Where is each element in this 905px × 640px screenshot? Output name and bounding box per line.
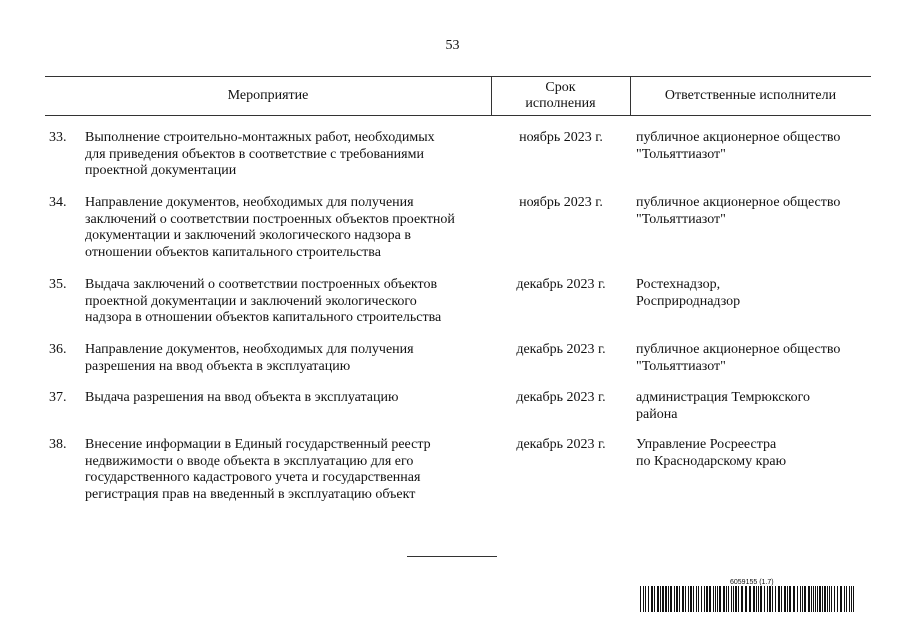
row-responsible [636, 130, 871, 163]
row-number: 33. [49, 130, 67, 145]
page-number: 53 [445, 38, 460, 53]
task-line: разрешения на ввод объекта в эксплуатацию [85, 358, 351, 374]
row-number: 37. [49, 390, 67, 405]
task-line: надзора в отношении объектов капитального строительства [85, 310, 442, 326]
row-responsible [636, 195, 871, 228]
row-deadline: декабрь 2023 г. [516, 390, 606, 405]
footer-rule [407, 556, 497, 557]
task-line: государственного кадастрового учета и государственная [85, 470, 421, 486]
responsible-line: Ростехнадзор, [636, 277, 721, 292]
header-deadline-line1: Срок [545, 80, 576, 95]
row-number: 36. [49, 342, 67, 357]
row-task [85, 390, 505, 407]
row-responsible [636, 390, 871, 423]
task-line: регистрация прав на введенный в эксплуатацию объект [85, 487, 416, 503]
task-line: Выдача заключений о соответствии построенных объектов [85, 277, 438, 292]
responsible-line: публичное акционерное общество [636, 195, 841, 210]
row-task [85, 195, 505, 262]
responsible-line: района [636, 406, 678, 422]
header-responsible: Ответственные исполнители [664, 88, 837, 103]
responsible-line: публичное акционерное общество [636, 342, 841, 357]
barcode-label: 6059155 (1.7) [730, 579, 774, 586]
header-task: Мероприятие [227, 88, 309, 103]
task-line: Направление документов, необходимых для получения [85, 195, 414, 210]
task-line: Направление документов, необходимых для получения [85, 342, 414, 357]
responsible-line: Управление Росреестра [636, 437, 777, 452]
task-line: Выполнение строительно-монтажных работ, необходимых [85, 130, 435, 145]
row-deadline: декабрь 2023 г. [516, 342, 606, 357]
task-line: заключений о соответствии построенных объектов проектной [85, 211, 455, 227]
row-responsible [636, 437, 871, 470]
row-deadline: декабрь 2023 г. [516, 437, 606, 452]
barcode-image [640, 586, 856, 612]
row-task [85, 437, 505, 504]
row-number: 38. [49, 437, 67, 452]
row-responsible [636, 277, 871, 310]
row-deadline: декабрь 2023 г. [516, 277, 606, 292]
row-task [85, 277, 505, 327]
row-responsible [636, 342, 871, 375]
task-line: отношении объектов капитального строительства [85, 245, 381, 261]
row-task [85, 342, 505, 375]
responsible-line: "Тольяттиазот" [636, 358, 726, 374]
row-deadline: ноябрь 2023 г. [519, 195, 603, 210]
task-line: Выдача разрешения на ввод объекта в эксплуатацию [85, 390, 399, 405]
task-line: документации и заключений экологического надзора в [85, 228, 411, 244]
task-line: недвижимости о вводе объекта в эксплуатацию для его [85, 453, 414, 469]
task-line: для приведения объектов в соответствие с требованиями [85, 146, 424, 162]
responsible-line: "Тольяттиазот" [636, 211, 726, 227]
responsible-line: публичное акционерное общество [636, 130, 841, 145]
table-header [45, 76, 871, 116]
task-line: проектной документации [85, 163, 237, 179]
row-number: 34. [49, 195, 67, 210]
row-number: 35. [49, 277, 67, 292]
responsible-line: Росприроднадзор [636, 293, 741, 309]
responsible-line: администрация Темрюкского [636, 390, 811, 405]
responsible-line: по Краснодарскому краю [636, 453, 787, 469]
task-line: проектной документации и заключений экологического [85, 293, 417, 309]
task-line: Внесение информации в Единый государственный реестр [85, 437, 431, 452]
row-deadline: ноябрь 2023 г. [519, 130, 603, 145]
header-deadline [491, 77, 630, 115]
row-task [85, 130, 505, 180]
header-deadline-line2: исполнения [525, 96, 596, 111]
responsible-line: "Тольяттиазот" [636, 146, 726, 162]
